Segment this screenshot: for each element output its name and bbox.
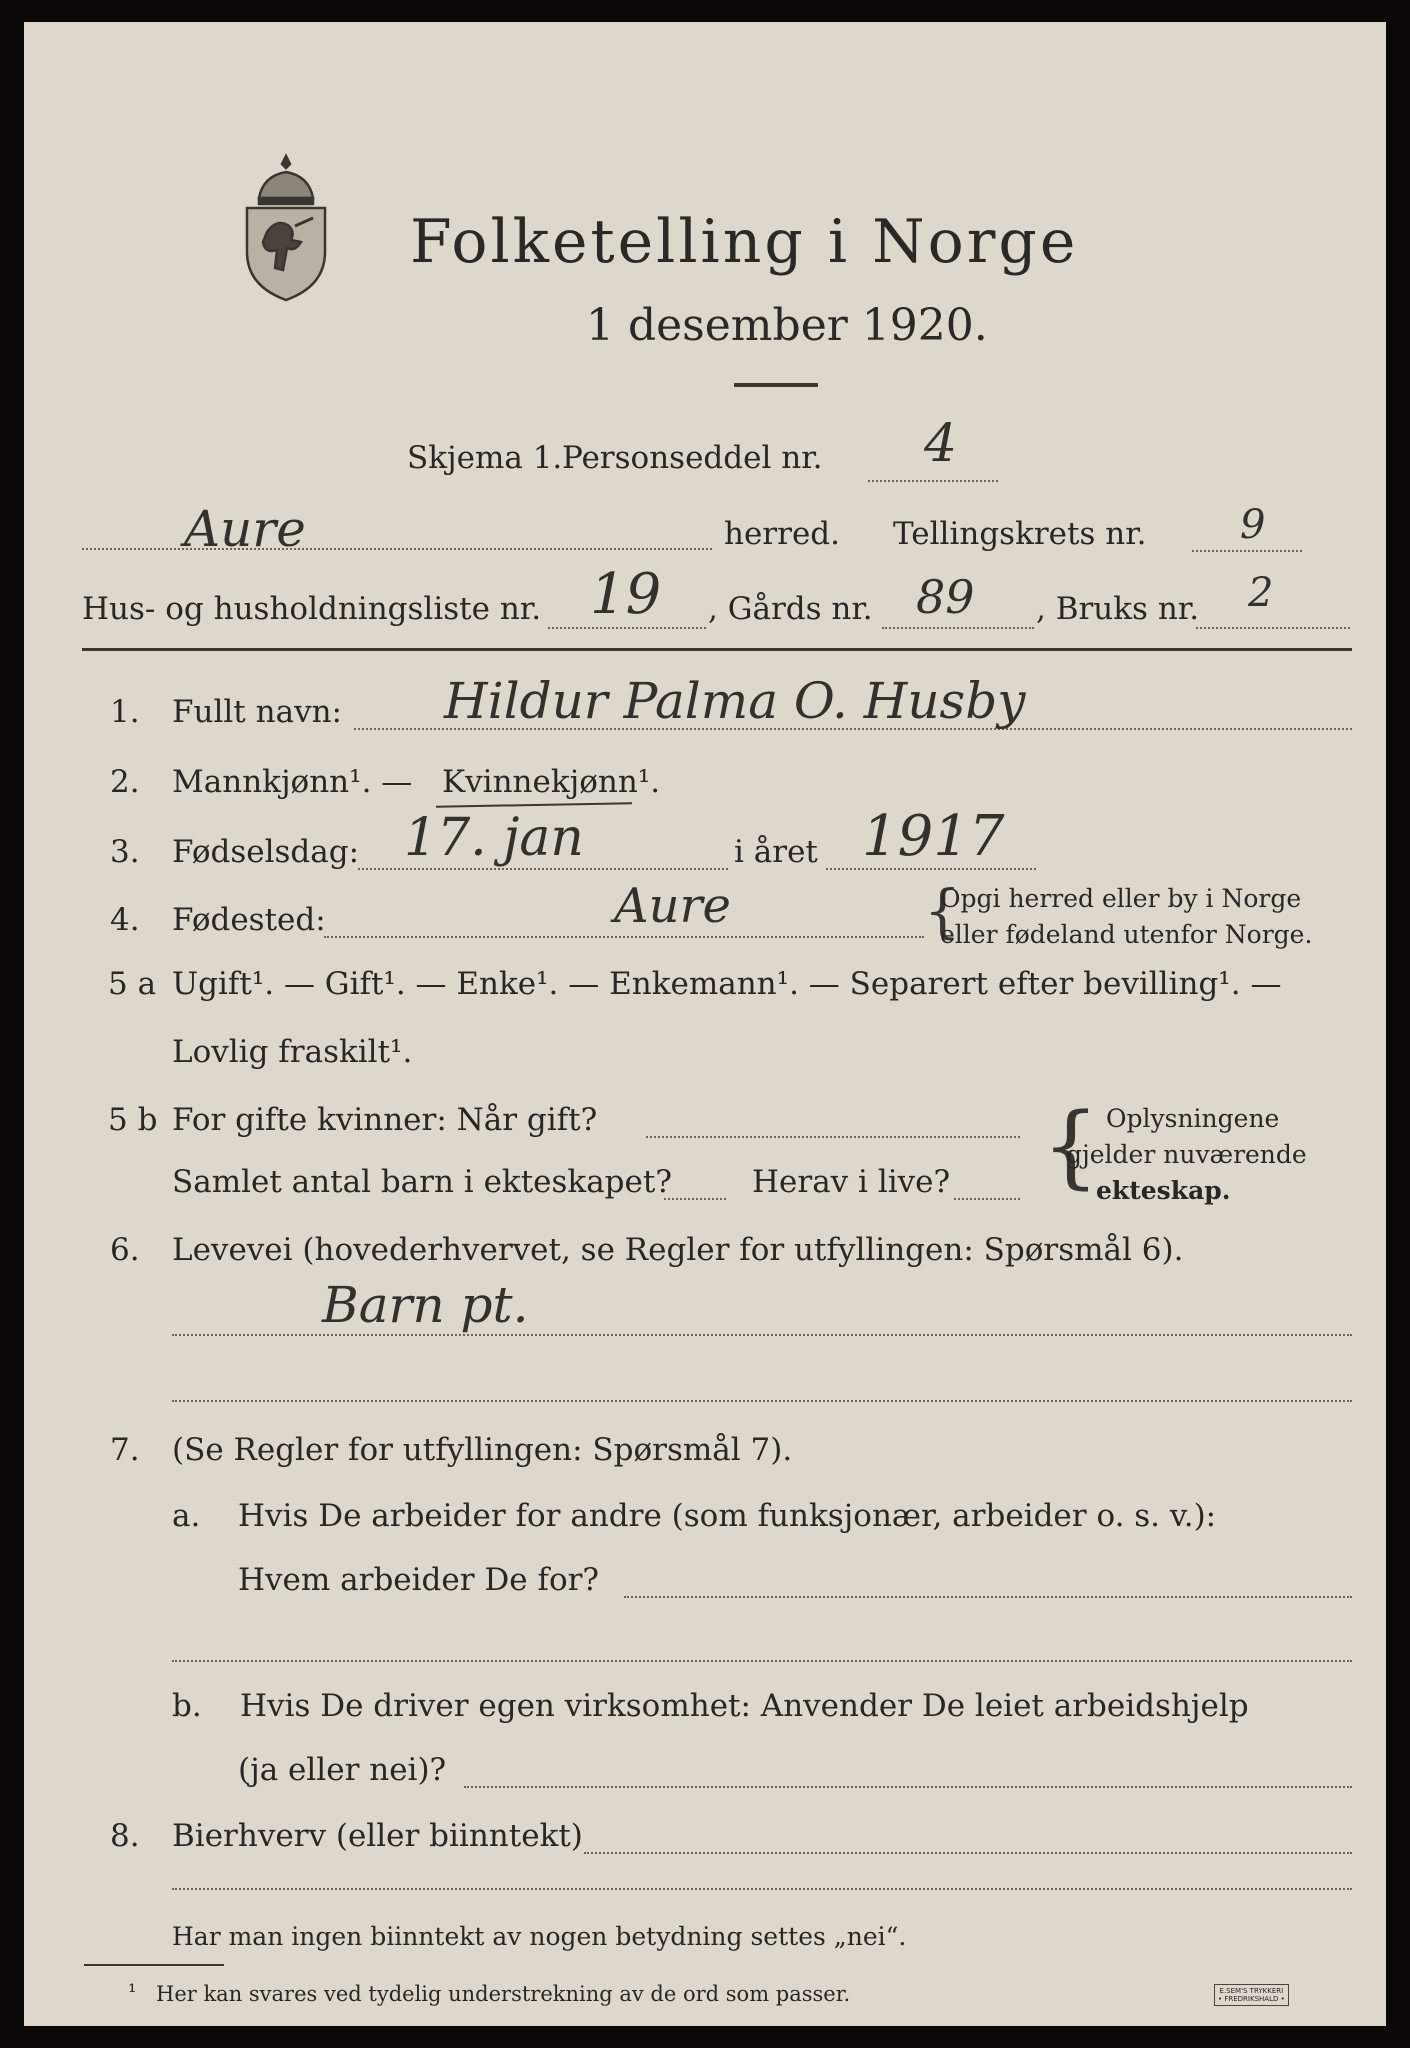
q5b-alive-line [954, 1198, 1020, 1200]
q8-line [584, 1852, 1352, 1854]
q5b-note-line1: Oplysningene [1106, 1104, 1280, 1133]
footnote-mark: ¹ [128, 1980, 137, 2004]
q3-year-value: 1917 [862, 804, 1005, 869]
q3-day-line [358, 868, 728, 870]
q7b-help-line [464, 1786, 1352, 1788]
personseddel-value: 4 [924, 414, 958, 474]
skjema-label: Skjema 1. [407, 440, 563, 476]
q7a-employer-label: Hvem arbeider De for? [238, 1562, 600, 1598]
q7b-line1: Hvis De driver egen virksomhet: Anvender De leiet arbeidshjelp [240, 1688, 1249, 1724]
q5b-married-line [646, 1136, 1020, 1138]
q6-line1 [172, 1334, 1352, 1336]
herred-line [82, 548, 712, 550]
q8-label: Bierhverv (eller biinntekt) [172, 1818, 583, 1854]
q1-fullname-value: Hildur Palma O. Husby [444, 672, 1026, 730]
footnote-text: Her kan svares ved tydelig understrekning av de ord som passer. [156, 1982, 851, 2006]
q5a-options-line1: Ugift¹. — Gift¹. — Enke¹. — Enkemann¹. — Separert efter bevilling¹. — [172, 966, 1282, 1002]
gards-value: 89 [916, 570, 975, 624]
q5b-note-line3: ekteskap. [1096, 1176, 1231, 1205]
q1-number: 1. [110, 694, 140, 730]
q5b-children-label: Samlet antal barn i ekteskapet? [172, 1164, 672, 1200]
q3-number: 3. [110, 834, 140, 870]
q2-number: 2. [110, 764, 140, 800]
hus-line [548, 627, 706, 629]
q7b-letter: b. [172, 1688, 202, 1724]
herred-label: herred. [724, 516, 840, 552]
q7a-extra-line [172, 1660, 1352, 1662]
q5b-note-line2: gjelder nuværende [1066, 1140, 1307, 1169]
tellingskrets-line [1192, 550, 1302, 552]
census-date: 1 desember 1920. [586, 300, 988, 351]
q5a-options-line2: Lovlig fraskilt¹. [172, 1034, 413, 1070]
q4-note-brace: { [924, 877, 961, 945]
footnote-rule [84, 1964, 224, 1966]
form-title: Folketelling i Norge [410, 207, 1079, 277]
q7-number: 7. [110, 1432, 140, 1468]
q6-occupation-value: Barn pt. [322, 1276, 529, 1334]
printer-mark-line2: • FREDRIKSHALD • [1218, 1995, 1285, 2003]
q3-birthday-value: 17. jan [404, 808, 584, 868]
q6-label: Levevei (hovederhvervet, se Regler for utfyllingen: Spørsmål 6). [172, 1232, 1184, 1268]
tellingskrets-label: Tellingskrets nr. [893, 516, 1147, 552]
q4-note-line2: eller fødeland utenfor Norge. [940, 920, 1313, 949]
title-divider [734, 383, 818, 387]
bruks-label: , Bruks nr. [1036, 591, 1200, 627]
q2-male-option: Mannkjønn¹. — [172, 764, 413, 800]
footer-note: Har man ingen biinntekt av nogen betydning settes „nei“. [172, 1922, 907, 1951]
bruks-line [1196, 627, 1350, 629]
printer-mark-line1: E.SEM'S TRYKKERI [1219, 1987, 1284, 1995]
q7b-help-label: (ja eller nei)? [238, 1752, 447, 1788]
q5a-number: 5 a [108, 966, 157, 1002]
q4-birthplace-value: Aure [614, 878, 731, 934]
header-rule [82, 648, 1352, 651]
bruks-value: 2 [1248, 570, 1274, 616]
hus-label: Hus- og husholdningsliste nr. [82, 591, 542, 627]
q8-extra-line [172, 1888, 1352, 1890]
tellingskrets-value: 9 [1240, 502, 1266, 548]
herred-value: Aure [184, 500, 306, 558]
q5b-children-line [664, 1198, 726, 1200]
q2-female-option: Kvinnekjønn¹. [442, 764, 661, 800]
q4-line [324, 936, 924, 938]
gards-label: , Gårds nr. [708, 591, 873, 627]
q5b-married-label: For gifte kvinner: Når gift? [172, 1102, 598, 1138]
q5b-alive-label: Herav i live? [752, 1164, 951, 1200]
q6-number: 6. [110, 1232, 140, 1268]
q5b-note-brace: { [1042, 1094, 1100, 1199]
q7a-letter: a. [172, 1498, 201, 1534]
q7-label: (Se Regler for utfyllingen: Spørsmål 7). [172, 1432, 793, 1468]
q3-label: Fødselsdag: [172, 834, 360, 870]
gards-line [882, 627, 1034, 629]
q4-note-line1: Opgi herred eller by i Norge [940, 884, 1302, 913]
q7a-employer-line [624, 1596, 1352, 1598]
hus-value: 19 [590, 562, 662, 627]
q6-line2 [172, 1400, 1352, 1402]
q5b-number: 5 b [108, 1102, 158, 1138]
q2-female-underline [436, 802, 632, 807]
q7a-line1: Hvis De arbeider for andre (som funksjonær, arbeider o. s. v.): [238, 1498, 1217, 1534]
census-form-page [24, 22, 1386, 2026]
coat-of-arms-icon [237, 152, 335, 304]
q1-label: Fullt navn: [172, 694, 342, 730]
q3-year-label: i året [734, 834, 818, 870]
q4-label: Fødested: [172, 902, 326, 938]
q4-number: 4. [110, 902, 140, 938]
personseddel-line [868, 480, 998, 482]
printer-mark [1214, 1984, 1289, 2006]
q8-number: 8. [110, 1818, 140, 1854]
personseddel-label: Personseddel nr. [562, 440, 823, 476]
